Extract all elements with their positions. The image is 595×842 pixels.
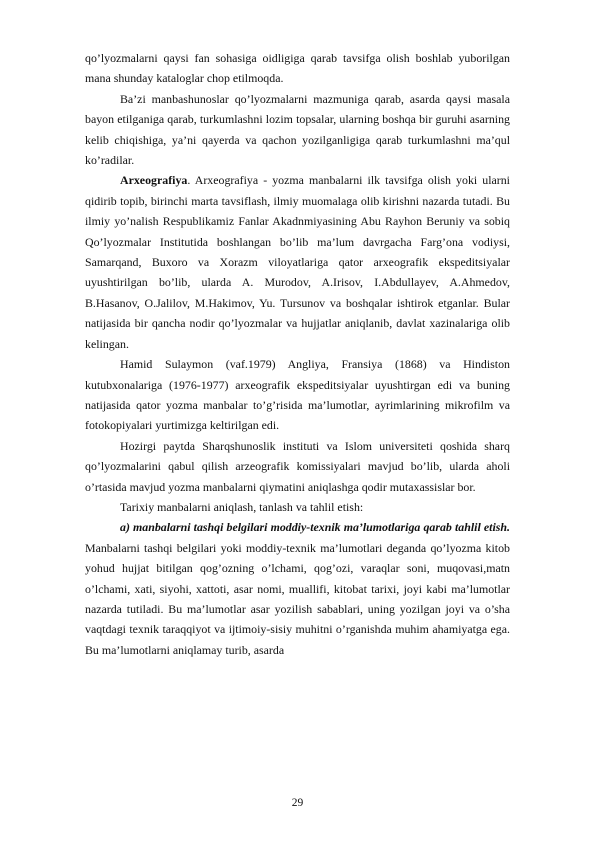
paragraph-3 xyxy=(85,170,510,354)
paragraph-7 xyxy=(85,517,510,660)
paragraph-3-body: . Arxeografiya - yozma manbalarni ilk tavsifga olish yoki ularni qidirib topib, birinchi marta tavsiflash, ilmiy muomalaga olib kirishni nazarda tutadi. Bu ilmiy yo’nalish Respublikamiz Fanlar Akadnmiyasining Abu Rayhon Beruniy va sobiq Qo’lyozmalar Institutida boshlangan bo’lib ma’lum davrgacha Farg’ona vodiysi, Samarqand, Buxoro va Xorazm viloyatlariga qator arxeografik ekspeditsiyalar uyushtirilgan bo’lib, ularda A. Murodov, A.Irisov, I.Abdullayev, A.Ahmedov, B.Hasanov, O.Jalilov, M.Hakimov, Yu. Tursunov va boshqalar ishtirok etganlar. Bular natijasida bir qancha nodir qo’lyozmalar va hujjatlar aniqlanib, davlat xazinalariga olib kelingan. xyxy=(85,173,510,351)
term-arxeografiya: Arxeografiya xyxy=(120,173,188,188)
paragraph-4 xyxy=(85,354,510,436)
paragraph-5 xyxy=(85,436,510,497)
paragraph-6 xyxy=(85,497,510,517)
paragraph-4-body: Hamid Sulaymon (vaf.1979) Angliya, Fransiya (1868) va Hindiston kutubxonalariga (1976-1977) arxeografik ekspeditsiyalar uyushtirgan edi va buning natijasida qator yozma manbalar to’g’risida ma’lumotlar, ayrimlarining mikrofilm va fotokopiyalari yurtimizga keltirilgan edi. xyxy=(85,357,510,433)
paragraph-1 xyxy=(85,48,510,89)
body-text xyxy=(85,48,510,660)
paragraph-2 xyxy=(85,89,510,171)
paragraph-5-body: Hozirgi paytda Sharqshunoslik instituti va Islom universiteti qoshida sharq qo’lyozmalarini qabul qilish arzeografik komissiyalari mavjud bo’lib, ularda aholi o’rtasida mavjud yozma manbalarni qiymatini aniqlashga qodir mutaxassislar bor. xyxy=(85,438,510,494)
subheading-a: a) manbalarni tashqi belgilari moddiy-texnik ma’lumotlariga qarab tahlil etish. xyxy=(120,520,510,535)
paragraph-6-body: Tarixiy manbalarni aniqlash, tanlash va tahlil etish: xyxy=(120,499,364,514)
paragraph-7-body: Manbalarni tashqi belgilari yoki moddiy-texnik ma’lumotlari deganda qo’lyozma kitob yohud hujjat bitilgan qog’ozning o’lchami, qog’ozi, varaqlar soni, muqovasi,matn o’lchami, xati, siyohi, xattoti, asar nomi, muallifi, kitobat tarixi, joyi kabi ma’lumotlar nazarda tutiladi. Bu ma’lumotlar asar yozilish sabablari, uning yozilgan joyi va o’sha vaqtdagi texnik taraqqiyot va ijtimoiy-sisiy muhitni o’rganishda muhim ahamiyatga ega. Bu ma’lumotlarni aniqlamay turib, asarda xyxy=(85,540,510,657)
page-number: 29 xyxy=(291,797,304,809)
paragraph-1-body: qo’lyozmalarni qaysi fan sohasiga oidligiga qarab tavsifga olish boshlab yuborilgan mana shunday kataloglar chop etilmoqda. xyxy=(85,51,510,86)
paragraph-2-body: Ba’zi manbashunoslar qo’lyozmalarni mazmuniga qarab, asarda qaysi masala bayon etilganiga qarab, turkumlashni lozim topsalar, ularning boshqa bir guruhi asarning kelib chiqishiga, ya’ni qayerda va qachon yozilganligiga qarab turkumlashni ma’qul ko’radilar. xyxy=(85,91,510,168)
